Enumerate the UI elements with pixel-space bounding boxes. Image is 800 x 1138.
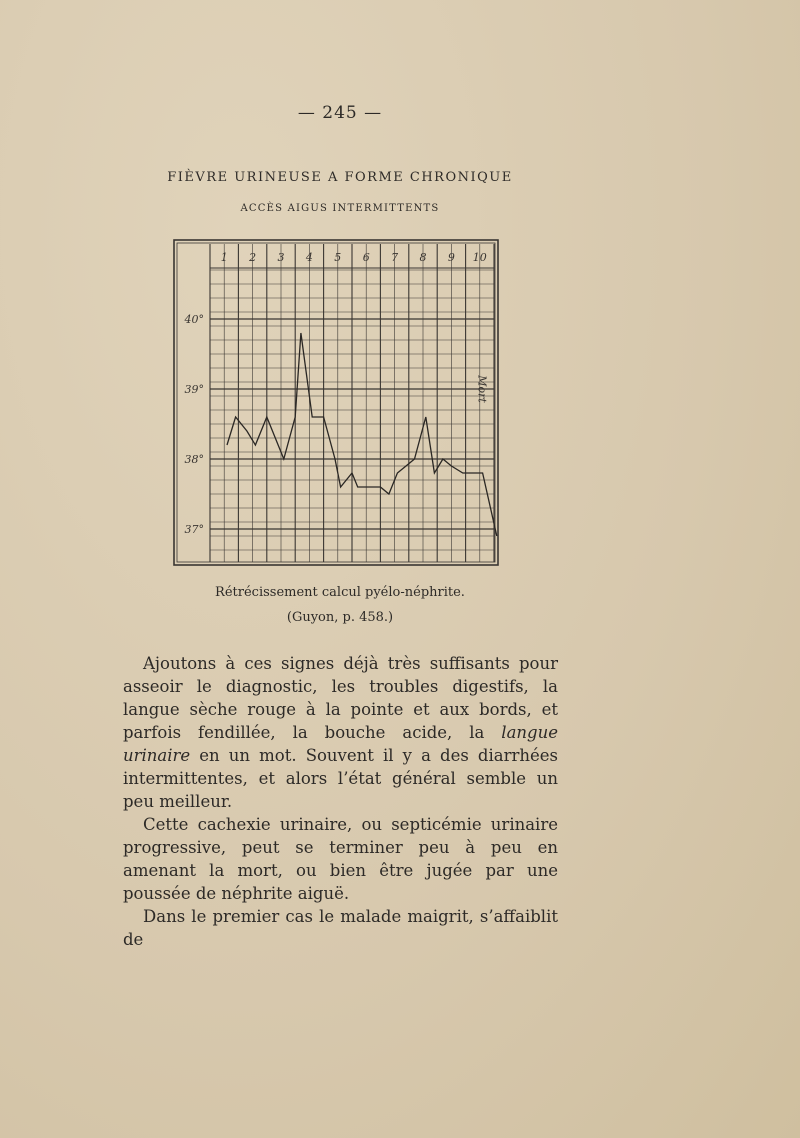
paragraph-2: Cette cachexie urinaire, ou septicémie urinaire progressive, peut se terminer peu à peu en amenant la mort, ou bien être jugée par une poussée de néphrite aiguë.	[123, 815, 558, 903]
body-text	[123, 652, 558, 951]
chart-inner-frame	[177, 243, 495, 562]
day-label: 5	[334, 251, 342, 264]
figure-citation: (Guyon, p. 458.)	[286, 610, 394, 625]
page-number: — 245 —	[297, 103, 383, 123]
y-tick-label: 40°	[184, 313, 204, 326]
day-label: 4	[305, 251, 313, 264]
paragraph-1-start: Ajoutons à ces signes déjà très suffisants pour asseoir le diagnostic, les troubles digestifs, la langue sèche rouge à la pointe et aux bords, et parfois fendillée, la bouche acide, la	[123, 654, 558, 742]
day-label: 2	[249, 251, 257, 264]
paragraph-1	[123, 652, 558, 813]
day-label: 3	[277, 251, 285, 264]
y-tick-label: 38°	[184, 453, 204, 466]
day-label: 7	[391, 251, 399, 264]
figure-title: FIÈVRE URINEUSE A FORME CHRONIQUE	[167, 170, 513, 185]
day-label: 10	[472, 251, 487, 264]
paragraph-1-end: en un mot. Souvent il y a des diarrhées intermittentes, et alors l’état général semble un peu meilleur.	[123, 746, 558, 811]
day-label: 9	[447, 251, 455, 264]
temperature-line	[227, 333, 497, 536]
figure-caption: Rétrécissement calcul pyélo-néphrite.	[215, 585, 465, 600]
y-tick-label: 39°	[184, 383, 204, 396]
y-tick-label: 37°	[184, 523, 204, 536]
paragraph-3: Dans le premier cas le malade maigrit, s’affaiblit de	[123, 907, 558, 949]
chart-outer-frame	[174, 240, 498, 565]
figure-subtitle: ACCÈS AIGUS INTERMITTENTS	[240, 203, 440, 214]
day-label: 6	[362, 251, 370, 264]
temperature-chart	[160, 238, 505, 573]
paragraph-1-emphasis: langue urinaire	[123, 723, 558, 765]
death-annotation: Mort	[475, 375, 489, 403]
day-label: 8	[419, 251, 427, 264]
day-label: 1	[220, 251, 228, 264]
